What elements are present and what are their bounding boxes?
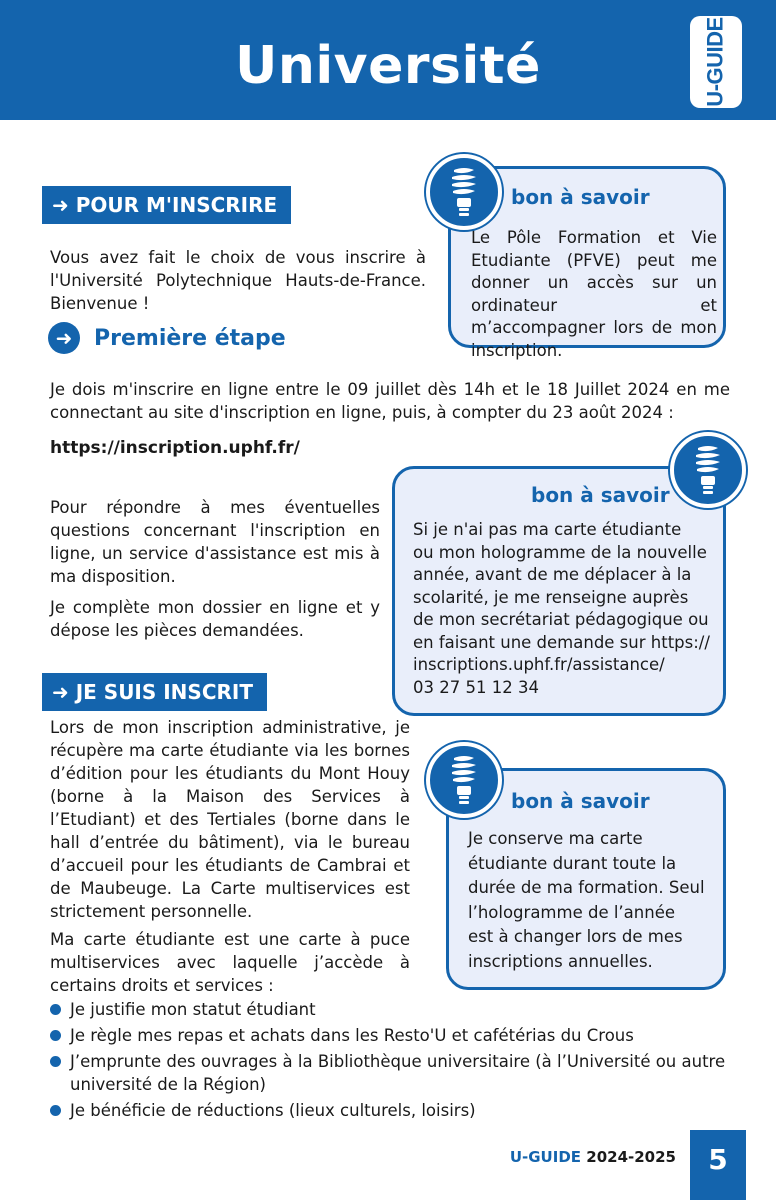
page-header [0, 0, 776, 120]
premiere-etape-label: Première étape [94, 325, 286, 351]
carte-etudiante-paragraph: Lors de mon inscription administrative, je récupère ma carte étudiante via les bornes d’édition pour les étudiants du Mont Houy (borne à la Maison des Services à l’Etudiant) et des Tertiales (borne dans le hall d’entrée du bâtiment), via le bureau d’accueil pour les étudiants de Cambrai et de Maubeuge. La Carte multiservices est strictement personnelle. [50, 718, 410, 921]
section-tag-pour-minscrire: ➜ POUR M'INSCRIRE [42, 186, 291, 224]
tip-box-title: bon à savoir [511, 185, 650, 209]
list-item: Je justifie mon statut étudiant [48, 998, 738, 1021]
page-title: Université [235, 36, 541, 96]
page-number: 5 [690, 1130, 746, 1200]
bullet-dot [50, 1105, 61, 1116]
intro-paragraph: Vous avez fait le choix de vous inscrire à l'Université Polytechnique Hauts-de-France. Bienvenue ! [50, 248, 426, 313]
dates-paragraph: Je dois m'inscrire en ligne entre le 09 juillet dès 14h et le 18 Juillet 2024 en me connectant au site d'inscription en ligne, puis, à compter du 23 août 2024 : [50, 380, 730, 422]
footer-brand: U-GUIDE [509, 1148, 582, 1166]
bullet-dot [50, 1004, 61, 1015]
assistance-paragraph: Pour répondre à mes éventuelles questions concernant l'inscription en ligne, un service d'assistance est mis à ma disposition. [50, 498, 380, 586]
section-tag-je-suis-inscrit: ➜ JE SUIS INSCRIT [42, 673, 267, 711]
tip-box-body: Je conserve ma carte étudiante durant toute la durée de ma formation. Seul l’hologramme de l’année est à changer lors de mes inscriptions annuelles. [468, 829, 705, 971]
bullet-dot [50, 1056, 61, 1067]
list-item: Je règle mes repas et achats dans les Resto'U et cafétérias du Crous [48, 1024, 738, 1047]
list-item: Je bénéficie de réductions (lieux culturels, loisirs) [48, 1099, 738, 1122]
tip-box-title: bon à savoir [531, 483, 670, 507]
footer-guide-label [510, 1148, 676, 1166]
carte-multiservices-paragraph: Ma carte étudiante est une carte à puce multiservices avec laquelle j’accède à certains droits et services : [50, 930, 410, 995]
list-item: J’emprunte des ouvrages à la Bibliothèque universitaire (à l’Université ou autre université de la Région) [48, 1050, 738, 1096]
uguide-tab-label: U-GUIDE [703, 17, 729, 107]
bullet-dot [50, 1030, 61, 1041]
complete-dossier-paragraph: Je complète mon dossier en ligne et y dépose les pièces demandées. [50, 598, 380, 640]
premiere-etape-heading [48, 322, 286, 354]
tip-box-body: Le Pôle Formation et Vie Etudiante (PFVE) peut me donner un accès sur un ordinateur et m’accompagner lors de mon inscription. [471, 228, 717, 360]
footer-year: 2024-2025 [586, 1148, 676, 1166]
services-list [48, 998, 738, 1125]
lightbulb-icon [426, 154, 502, 230]
uguide-tab [690, 16, 742, 108]
inscription-url[interactable]: https://inscription.uphf.fr/ [50, 438, 300, 458]
lightbulb-icon [426, 742, 502, 818]
arrow-right-circle-icon: ➜ [48, 322, 80, 354]
lightbulb-icon [670, 432, 746, 508]
tip-box-title: bon à savoir [511, 789, 650, 813]
tip-box-body: Si je n'ai pas ma carte étudiante ou mon hologramme de la nouvelle année, avant de me déplacer à la scolarité, je me renseigne auprès de mon secrétariat pédagogique ou en faisant une demande sur https:// inscriptions.uphf.fr/assistance/ 03 27 51 12 34 [413, 520, 710, 697]
